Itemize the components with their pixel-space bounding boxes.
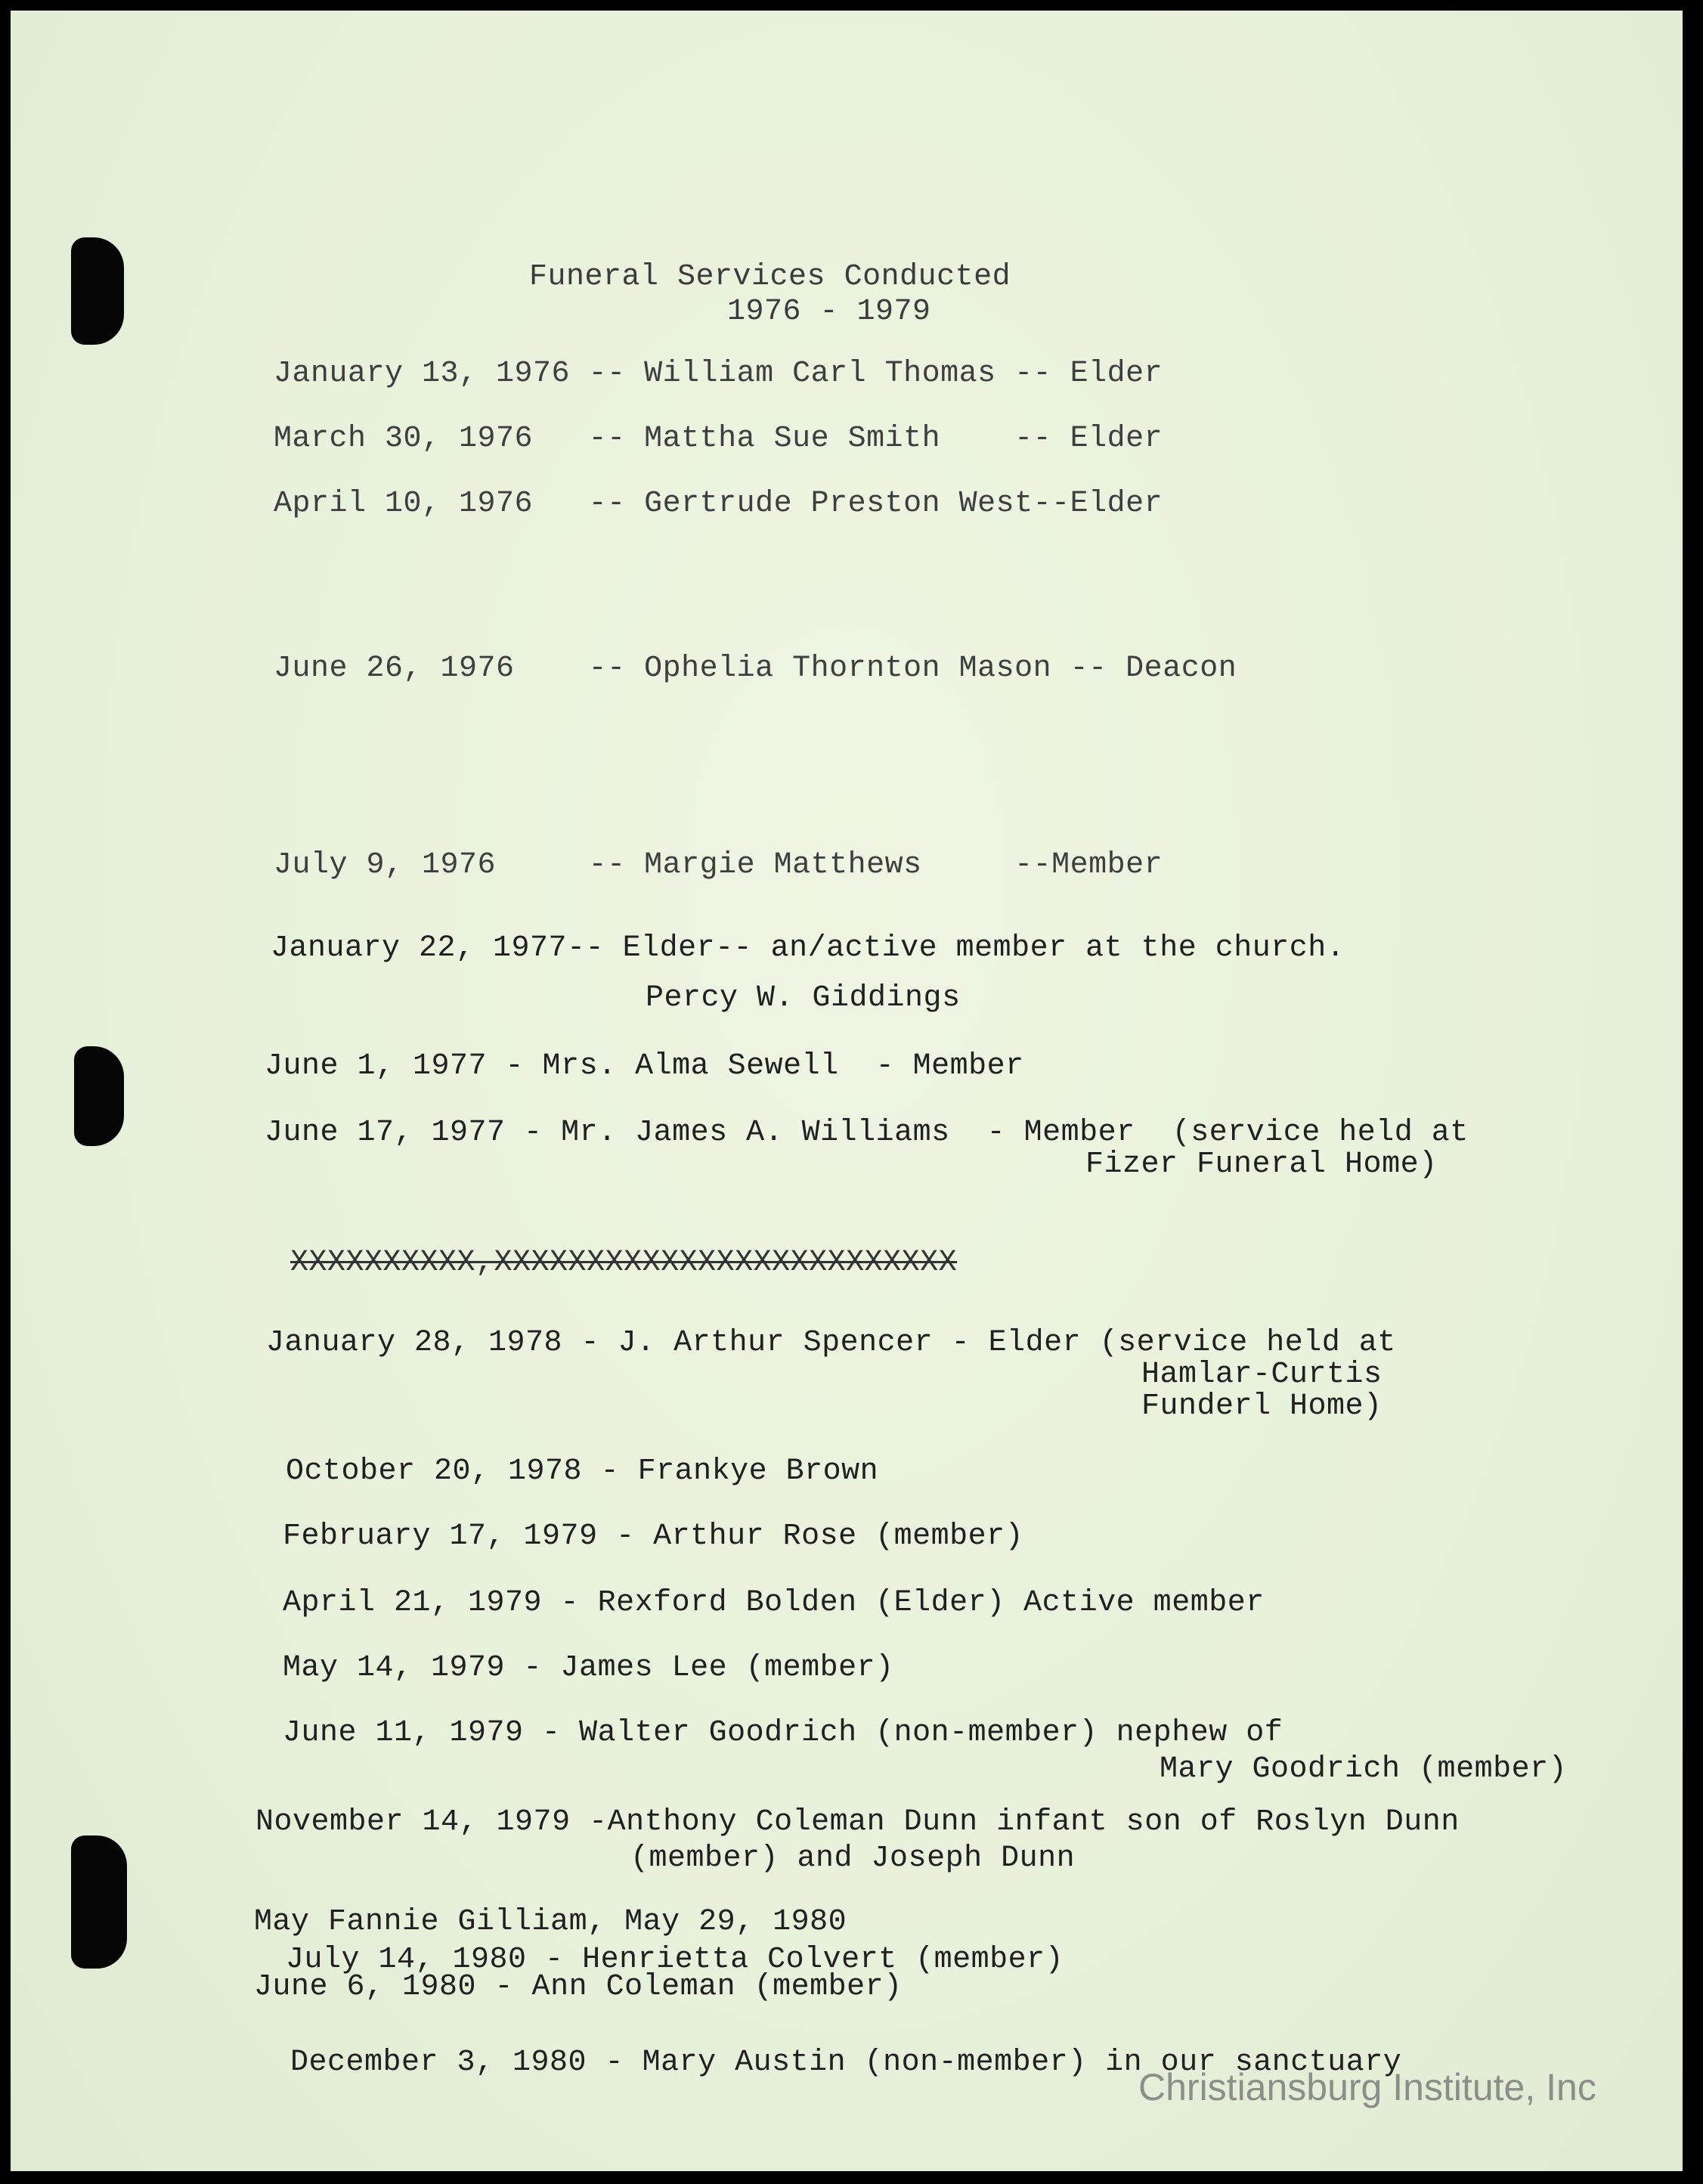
entry-1979-nov-14-parents: (member) and Joseph Dunn <box>630 1842 1076 1876</box>
entry-1978-jan-28: January 28, 1978 - J. Arthur Spencer - Elder (service held at <box>266 1326 1396 1360</box>
entry-1980-may-29: May Fannie Gilliam, May 29, 1980 <box>254 1905 847 1939</box>
entry-1976-apr-10: April 10, 1976 -- Gertrude Preston West--Elder <box>274 487 1163 521</box>
entry-1977-jan-22: January 22, 1977-- Elder-- an/active member at the church. <box>271 931 1345 965</box>
document-title: Funeral Services Conducted <box>529 260 1011 294</box>
watermark-text: Christiansburg Institute, Inc <box>1138 2066 1596 2108</box>
entry-1977-jan-22-name: Percy W. Giddings <box>646 981 961 1015</box>
entry-1977-jun-17: June 17, 1977 - Mr. James A. Williams - Member (service held at <box>265 1116 1469 1150</box>
entry-1979-feb-17: February 17, 1979 - Arthur Rose (member) <box>283 1520 1024 1554</box>
entry-1977-jun-17-location: Fizer Funeral Home) <box>1085 1148 1438 1182</box>
binder-hole-top <box>71 237 124 345</box>
entry-1980-jun-6: June 6, 1980 - Ann Coleman (member) <box>254 1970 903 2004</box>
binder-hole-middle <box>74 1046 124 1146</box>
binder-hole-bottom <box>71 1835 127 1969</box>
document-page <box>11 11 1683 2171</box>
entry-1976-jul-9: July 9, 1976 -- Margie Matthews --Member <box>274 848 1163 882</box>
entry-1977-jun-1: June 1, 1977 - Mrs. Alma Sewell - Member <box>265 1049 1024 1083</box>
entry-1978-jan-28-location-1: Hamlar-Curtis <box>1141 1358 1383 1392</box>
entry-1976-mar-30: March 30, 1976 -- Mattha Sue Smith -- Elder <box>274 422 1163 456</box>
entry-1978-jan-28-location-2: Funderl Home) <box>1141 1389 1383 1423</box>
entry-1979-nov-14: November 14, 1979 -Anthony Coleman Dunn infant son of Roslyn Dunn <box>255 1805 1460 1839</box>
entry-1979-jun-11: June 11, 1979 - Walter Goodrich (non-member) nephew of <box>283 1716 1283 1750</box>
entry-1980-dec-3: December 3, 1980 - Mary Austin (non-member) in our sanctuary <box>290 2046 1402 2080</box>
document-date-range: 1976 - 1979 <box>727 295 931 329</box>
entry-1978-oct-20: October 20, 1978 - Frankye Brown <box>286 1454 879 1489</box>
entry-1976-jun-26: June 26, 1976 -- Ophelia Thornton Mason -- Deacon <box>274 652 1237 686</box>
struck-out-line: XXXXXXXXXX,XXXXXXXXXXXXXXXXXXXXXXXXX <box>290 1246 958 1280</box>
entry-1979-apr-21: April 21, 1979 - Rexford Bolden (Elder) Active member <box>283 1586 1265 1620</box>
entry-1976-jan-13: January 13, 1976 -- William Carl Thomas -- Elder <box>274 357 1163 391</box>
entry-1980-jul-14: July 14, 1980 - Henrietta Colvert (member) <box>286 1943 1064 1977</box>
entry-1979-jun-11-relation: Mary Goodrich (member) <box>1160 1752 1568 1786</box>
entry-1979-may-14: May 14, 1979 - James Lee (member) <box>283 1651 894 1685</box>
